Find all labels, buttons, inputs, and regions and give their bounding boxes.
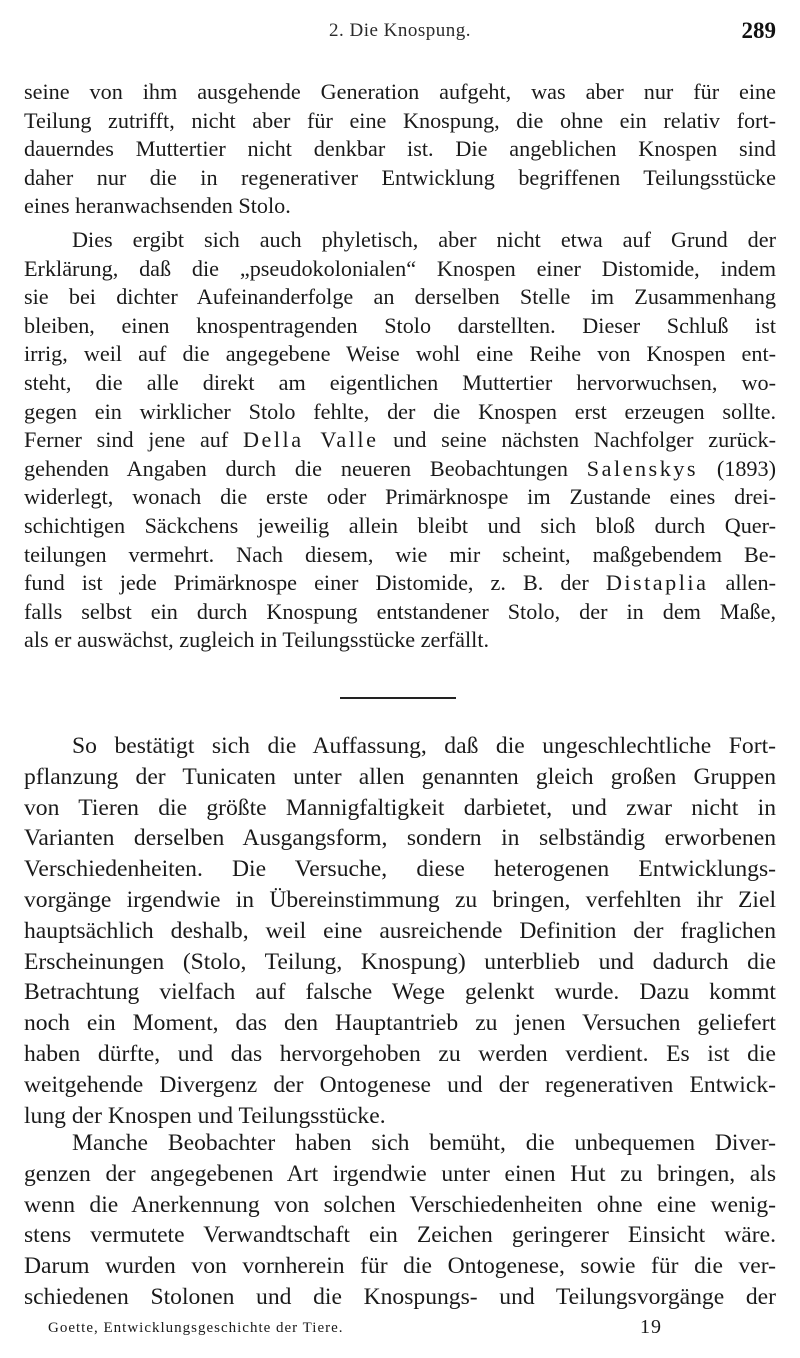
spaced-name: Distaplia <box>605 570 709 596</box>
text-line: Betrachtung vielfach auf falsche Wege gelenkt wurde. Dazu kommt <box>24 979 776 1006</box>
text-line: pflanzung der Tunicaten unter allen genannten gleich großen Gruppen <box>24 763 776 790</box>
text-line: irrig, weil auf die angegebene Weise wohl eine Reihe von Knospen ent- <box>24 341 776 367</box>
text-line: hauptsächlich deshalb, weil eine ausreichende Definition der fraglichen <box>24 917 776 944</box>
text-line: So bestätigt sich die Auffassung, daß die ungeschlechtliche Fort- <box>72 733 776 759</box>
text-line: teilungen vermehrt. Nach diesem, wie mir scheint, maßgebendem Be- <box>24 541 776 567</box>
text-line: lung der Knospen und Teilungsstücke. <box>24 1102 386 1129</box>
text-line: daher nur die in regenerativer Entwicklung begriffenen Teilungsstücke <box>24 164 776 190</box>
text-line: schichtigen Säckchens jeweilig allein bleibt und sich bloß durch Quer- <box>24 512 776 538</box>
text-line: eines heranwachsenden Stolo. <box>24 193 291 219</box>
text-line: Manche Beobachter haben sich bemüht, die unbequemen Diver- <box>72 1130 776 1156</box>
page-number: 289 <box>741 18 776 43</box>
text-line: vorgänge irgendwie in Übereinstimmung zu bringen, verfehlten ihr Ziel <box>24 886 776 913</box>
signature-mark: 19 <box>640 1316 662 1338</box>
text-line: bleiben, einen knospentragenden Stolo darstellten. Dieser Schluß ist <box>24 312 776 338</box>
text-line: seine von ihm ausgehende Generation aufgeht, was aber nur für eine <box>24 79 776 104</box>
section-divider-rule <box>340 697 456 699</box>
text-line: sie bei dichter Aufeinanderfolge an derselben Stelle im Zusammenhang <box>24 284 776 310</box>
text-line: von Tieren die größte Mannigfaltigkeit darbietet, und zwar nicht in <box>24 794 776 821</box>
text-line: steht, die alle direkt am eigentlichen Muttertier hervorwuchsen, wo- <box>24 369 776 395</box>
running-header <box>24 18 776 48</box>
text-line: Erscheinungen (Stolo, Teilung, Knospung) unterblieb und dadurch die <box>24 948 776 975</box>
text-line: genzen der angegebenen Art irgendwie unter einen Hut zu bringen, als <box>24 1160 776 1187</box>
text-line: weitgehende Divergenz der Ontogenese und der regenerativen Entwick- <box>24 1071 776 1098</box>
paragraph-observers <box>24 1128 776 1313</box>
text-line: Verschiedenheiten. Die Versuche, diese heterogenen Entwicklungs- <box>24 856 776 883</box>
text-line: Darum wurden von vornherein für die Ontogenese, sowie für die ver- <box>24 1253 776 1280</box>
text-line: dauerndes Muttertier nicht denkbar ist. Die angeblichen Knospen sind <box>24 136 776 162</box>
text-line: Ferner sind jene auf Della Valle und seine nächsten Nachfolger zurück- <box>24 427 776 453</box>
text-line: Dies ergibt sich auch phyletisch, aber nicht etwa auf Grund der <box>72 227 776 252</box>
spaced-name: Salenskys <box>586 455 699 481</box>
text-line: gehenden Angaben durch die neueren Beobachtungen Salenskys (1893) <box>24 455 776 481</box>
text-line: schiedenen Stolonen und die Knospungs- und Teilungsvorgänge der <box>24 1283 776 1310</box>
text-line: falls selbst ein durch Knospung entstandener Stolo, der in dem Maße, <box>24 598 776 624</box>
paragraph-summary <box>24 731 776 1131</box>
text-line: gegen ein wirklicher Stolo fehlte, der die Knospen erst erzeugen sollte. <box>24 398 776 424</box>
text-line: wenn die Anerkennung von solchen Verschiedenheiten ohne eine wenig- <box>24 1191 776 1218</box>
footer-source: Goette, Entwicklungsgeschichte der Tiere. <box>48 1320 344 1336</box>
text-line: noch ein Moment, das den Hauptantrieb zu jenen Versuchen geliefert <box>24 1010 776 1037</box>
paragraph-continuation <box>24 78 776 221</box>
page-footer <box>48 1316 776 1342</box>
text-line: widerlegt, wonach die erste oder Primärknospe im Zustande eines drei- <box>24 484 776 510</box>
spaced-name: Della Valle <box>243 427 379 453</box>
text-line: Teilung zutrifft, nicht aber für eine Knospung, die ohne ein relativ fort- <box>24 107 776 133</box>
paragraph-phyletic <box>24 226 776 655</box>
text-line: haben dürfte, und das hervorgehoben zu werden verdient. Es ist die <box>24 1040 776 1067</box>
text-line: Varianten derselben Ausgangsform, sondern in selbständig erworbenen <box>24 825 776 852</box>
text-line: stens vermutete Verwandtschaft ein Zeichen geringerer Einsicht wäre. <box>24 1222 776 1249</box>
text-line: Erklärung, daß die „pseudokolonialen“ Knospen einer Distomide, indem <box>24 255 776 281</box>
text-line: als er auswächst, zugleich in Teilungsstücke zerfällt. <box>24 627 490 653</box>
text-line: fund ist jede Primärknospe einer Distomide, z. B. der Distaplia allen- <box>24 570 776 596</box>
running-title: 2. Die Knospung. <box>328 20 472 41</box>
